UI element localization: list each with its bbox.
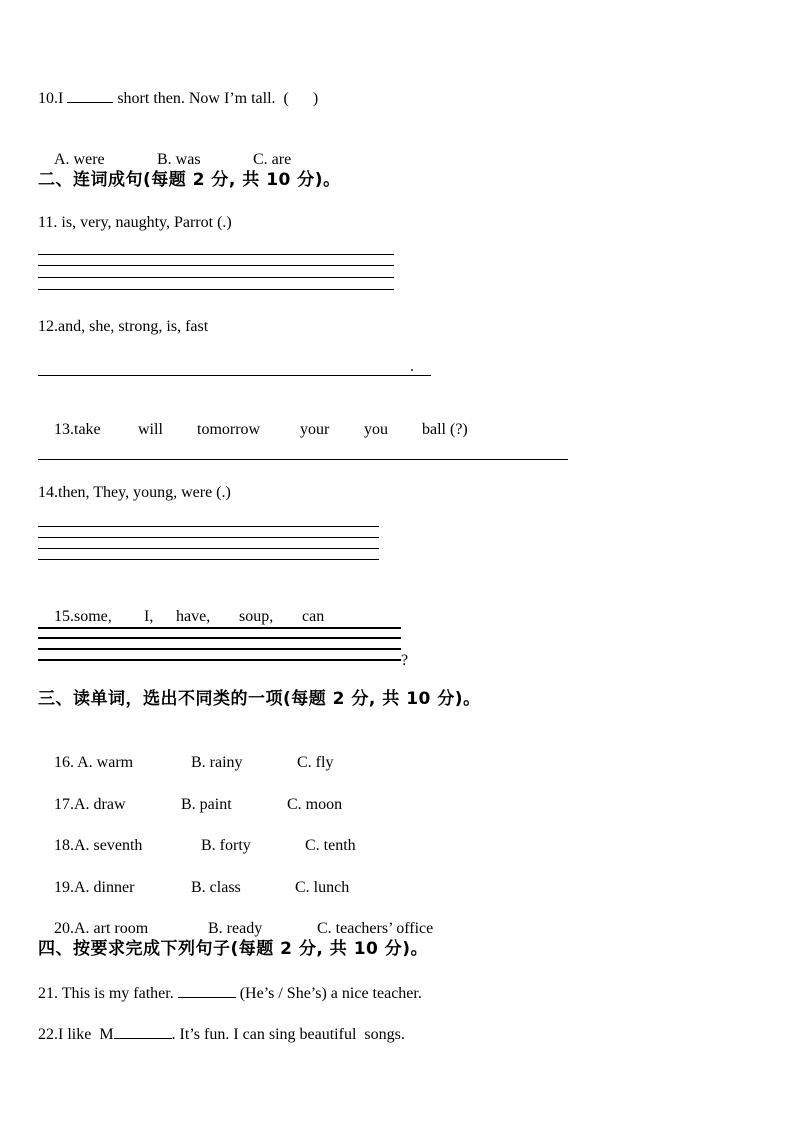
q16-option-a: 16. A. warm — [54, 754, 134, 771]
q15-word-5: can — [302, 608, 325, 625]
q15-word-1: 15.some, — [54, 608, 112, 625]
q14-answer-line-1[interactable] — [38, 526, 379, 527]
q22-answer-blank[interactable] — [114, 1024, 172, 1039]
q13-word-3: tomorrow — [197, 421, 261, 438]
q20-option-a: 20.A. art room — [54, 920, 149, 937]
q22-text-end: . It’s fun. I can sing beautiful songs. — [171, 1026, 405, 1043]
q17-option-a: 17.A. draw — [54, 796, 126, 813]
q16-option-c: C. fly — [297, 754, 334, 771]
q12-period: . — [410, 358, 414, 375]
q19-option-b: B. class — [191, 879, 241, 896]
q20-option-b: B. ready — [208, 920, 263, 937]
question-10 — [38, 88, 318, 109]
q11-answer-line-4[interactable] — [38, 289, 394, 290]
q15-answer-line-1[interactable] — [38, 627, 401, 629]
q14-answer-line-2[interactable] — [38, 537, 379, 538]
q13-word-6: ball (?) — [422, 421, 468, 438]
q11-answer-line-2[interactable] — [38, 265, 394, 266]
q15-word-4: soup, — [239, 608, 274, 625]
q11-answer-line-1[interactable] — [38, 254, 394, 255]
question-14: 14.then, They, young, were (.) — [38, 484, 231, 501]
q18-option-a: 18.A. seventh — [54, 837, 143, 854]
q15-word-3: have, — [176, 608, 211, 625]
q11-answer-line-3[interactable] — [38, 277, 394, 278]
q22-text-start: 22.I like M — [38, 1026, 114, 1043]
question-13 — [38, 400, 468, 460]
q10-text: short then. Now I’m tall. ( ) — [117, 90, 319, 107]
q19-option-c: C. lunch — [295, 879, 350, 896]
q13-word-2: will — [138, 421, 163, 438]
q13-word-5: you — [364, 421, 388, 438]
q15-answer-line-4[interactable] — [38, 659, 401, 661]
q13-word-4: your — [300, 421, 330, 438]
section-3-title: 三、读单词，选出不同类的一项(每题 2 分, 共 10 分)。 — [38, 689, 481, 709]
question-22 — [38, 1024, 405, 1045]
q10-answer-blank[interactable] — [67, 88, 113, 103]
q13-answer-line[interactable] — [38, 459, 568, 460]
q13-word-1: 13.take — [54, 421, 101, 438]
q16-option-b: B. rainy — [191, 754, 243, 771]
q10-number: 10.I — [38, 90, 64, 107]
section-2-title: 二、连词成句(每题 2 分, 共 10 分)。 — [38, 170, 341, 190]
question-11: 11. is, very, naughty, Parrot (.) — [38, 214, 232, 231]
q17-option-b: B. paint — [181, 796, 232, 813]
q17-option-c: C. moon — [287, 796, 343, 813]
q19-option-a: 19.A. dinner — [54, 879, 135, 896]
q21-text-end: (He’s / She’s) a nice teacher. — [239, 985, 422, 1002]
q18-option-c: C. tenth — [305, 837, 356, 854]
q10-option-a: A. were — [54, 151, 105, 168]
q12-answer-line[interactable] — [38, 375, 431, 376]
q14-answer-line-3[interactable] — [38, 548, 379, 549]
q15-word-2: I, — [144, 608, 154, 625]
question-21 — [38, 983, 422, 1004]
q10-option-b: B. was — [157, 151, 201, 168]
section-4-title: 四、按要求完成下列句子(每题 2 分, 共 10 分)。 — [38, 939, 429, 959]
q15-answer-line-2[interactable] — [38, 637, 401, 639]
q18-option-b: B. forty — [201, 837, 251, 854]
q20-option-c: C. teachers’ office — [317, 920, 434, 937]
q21-text-start: 21. This is my father. — [38, 985, 174, 1002]
q10-option-c: C. are — [253, 151, 292, 168]
q21-answer-blank[interactable] — [178, 983, 236, 998]
q15-answer-line-3[interactable] — [38, 648, 401, 650]
question-12: 12.and, she, strong, is, fast — [38, 318, 209, 335]
q14-answer-line-4[interactable] — [38, 559, 379, 560]
q15-question-mark: ? — [401, 652, 409, 669]
